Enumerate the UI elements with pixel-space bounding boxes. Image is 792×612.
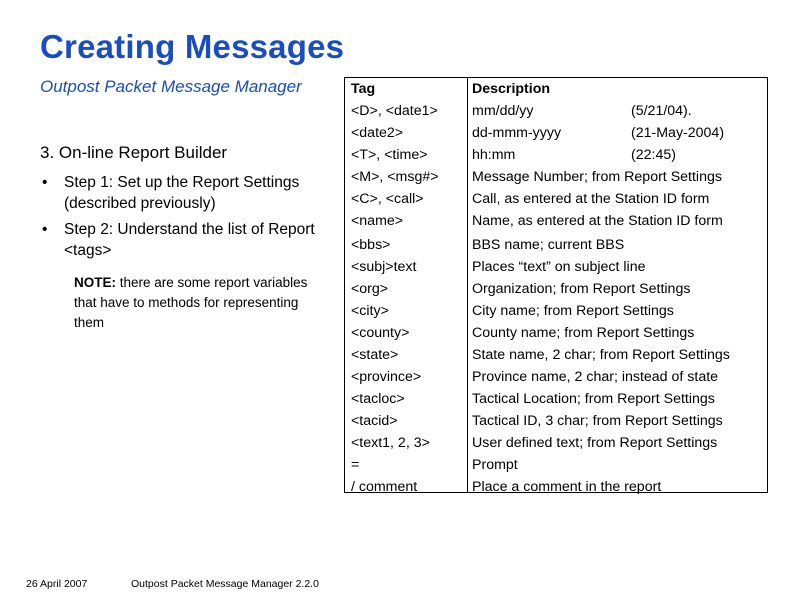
- description-cell: User defined text; from Report Settings: [472, 435, 718, 451]
- table-row: [345, 234, 767, 256]
- tag-cell: <subj>text: [351, 259, 417, 275]
- slide-subtitle: Outpost Packet Message Manager: [40, 77, 302, 96]
- description-cell: Tactical ID, 3 char; from Report Settings: [472, 413, 723, 429]
- tag-cell: <C>, <call>: [351, 191, 424, 207]
- bullet-icon: •: [42, 221, 48, 238]
- note-text: there are some report variables that have to methods for representing them: [74, 275, 308, 330]
- example-cell: (5/21/04).: [631, 103, 692, 119]
- description-cell: Organization; from Report Settings: [472, 281, 691, 297]
- tag-cell: <county>: [351, 325, 410, 341]
- table-row: [345, 366, 767, 388]
- description-cell: Call, as entered at the Station ID form: [472, 191, 710, 207]
- description-column-header: Description: [472, 81, 551, 97]
- tag-cell: <date2>: [351, 125, 404, 141]
- table-row: [345, 388, 767, 410]
- table-row: [345, 188, 767, 210]
- tag-column-header: Tag: [351, 81, 376, 97]
- description-cell: hh:mm: [472, 147, 516, 163]
- tag-cell: <bbs>: [351, 237, 391, 253]
- table-row: [345, 166, 767, 188]
- description-cell: BBS name; current BBS: [472, 237, 625, 253]
- example-cell: (21-May-2004): [631, 125, 725, 141]
- description-cell: City name; from Report Settings: [472, 303, 674, 319]
- table-header-row: [345, 78, 767, 100]
- table-row: [345, 344, 767, 366]
- slide-title: Creating Messages: [40, 28, 345, 65]
- steps-list: [42, 172, 332, 266]
- table-row: [345, 100, 767, 122]
- description-cell: Province name, 2 char; instead of state: [472, 369, 719, 385]
- tag-cell: <org>: [351, 281, 389, 297]
- table-row: [345, 278, 767, 300]
- table-row: [345, 476, 767, 498]
- tag-cell: <T>, <time>: [351, 147, 428, 163]
- step-text: Step 2: Understand the list of Report <tags>: [64, 221, 315, 259]
- example-cell: (22:45): [631, 147, 676, 163]
- table-row: [345, 122, 767, 144]
- table-row: [345, 322, 767, 344]
- tag-cell: <D>, <date1>: [351, 103, 438, 119]
- tag-cell: =: [351, 457, 360, 473]
- description-cell: County name; from Report Settings: [472, 325, 695, 341]
- note-label: NOTE:: [74, 275, 116, 290]
- tag-cell: <tacid>: [351, 413, 398, 429]
- section-heading: 3. On-line Report Builder: [40, 143, 228, 162]
- note: [74, 273, 324, 333]
- tag-cell: <text1, 2, 3>: [351, 435, 430, 451]
- tag-table: [344, 77, 768, 493]
- table-row: [345, 410, 767, 432]
- description-cell: Place a comment in the report: [472, 479, 662, 495]
- tag-cell: <province>: [351, 369, 422, 385]
- table-row: [345, 210, 767, 232]
- step-item: [42, 219, 332, 261]
- step-item: [42, 172, 332, 214]
- tag-cell: <city>: [351, 303, 389, 319]
- footer-product: Outpost Packet Message Manager 2.2.0: [131, 578, 319, 590]
- description-cell: Message Number; from Report Settings: [472, 169, 722, 185]
- tag-cell: <state>: [351, 347, 399, 363]
- tag-cell: <name>: [351, 213, 404, 229]
- description-cell: State name, 2 char; from Report Settings: [472, 347, 730, 363]
- tag-cell: <tacloc>: [351, 391, 405, 407]
- footer-date: 26 April 2007: [26, 578, 88, 590]
- description-cell: dd-mmm-yyyy: [472, 125, 562, 141]
- tag-cell: <M>, <msg#>: [351, 169, 439, 185]
- tag-cell: / comment: [351, 479, 418, 495]
- step-text: Step 1: Set up the Report Settings (described previously): [64, 174, 300, 212]
- bullet-icon: •: [42, 174, 48, 191]
- description-cell: mm/dd/yy: [472, 103, 534, 119]
- description-cell: Prompt: [472, 457, 518, 473]
- table-row: [345, 144, 767, 166]
- table-row: [345, 432, 767, 454]
- description-cell: Tactical Location; from Report Settings: [472, 391, 715, 407]
- description-cell: Places “text” on subject line: [472, 259, 646, 275]
- description-cell: Name, as entered at the Station ID form: [472, 213, 723, 229]
- table-row: [345, 256, 767, 278]
- table-row: [345, 454, 767, 476]
- table-row: [345, 300, 767, 322]
